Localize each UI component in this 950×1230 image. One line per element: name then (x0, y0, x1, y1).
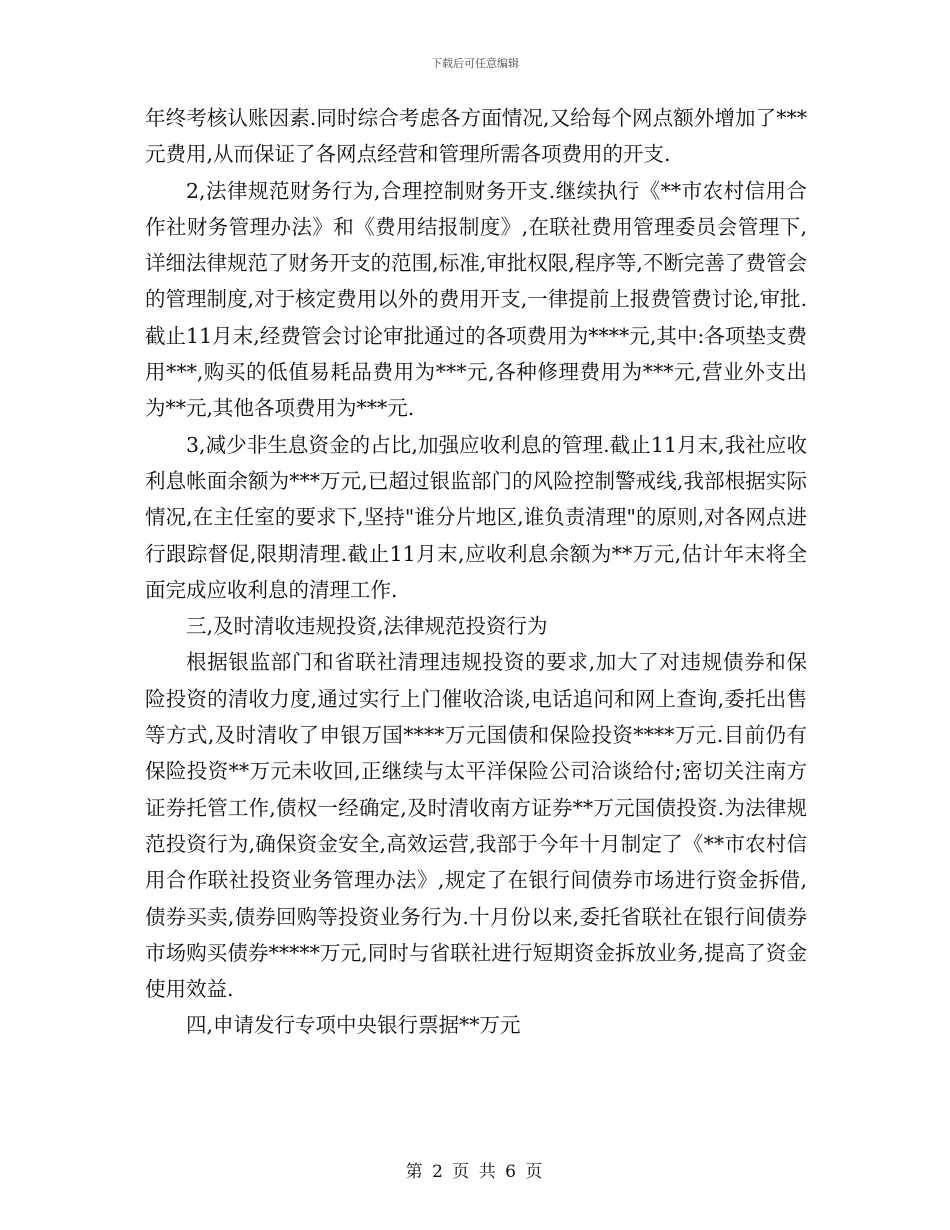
page-footer: 第 2 页 共 6 页 (405, 1162, 545, 1182)
paragraph: 年终考核认账因素.同时综合考虑各方面情况,又给每个网点额外增加了***元费用,从而保证了各网点经营和管理所需各项费用的开支. (145, 106, 807, 167)
section-heading: 三,及时清收违规投资,法律规范投资行为 (186, 614, 548, 639)
paragraph: 根据银监部门和省联社清理违规投资的要求,加大了对违规债券和保险投资的清收力度,通过实行上门催收洽谈,电话追问和网上查询,委托出售等方式,及时清收了申银万国****万元国债和保险投资****万元.目前仍有保险投资**万元未收回,正继续与太平洋保险公司洽谈给付;密切关注南方证券托管工作,债权一经确定,及时清收南方证券**万元国债投资.为法律规范投资行为,确保资金安全,高效运营,我部于今年十月制定了《**市农村信用合作联社投资业务管理办法》,规定了在银行间债券市场进行资金拆借,债券买卖,债券回购等投资业务行为.十月份以来,委托省联社在银行间债券市场购买债券*****万元,同时与省联社进行短期资金拆放业务,提高了资金使用效益. (145, 650, 807, 1002)
document-body (145, 100, 807, 1044)
paragraph: 3,减少非生息资金的占比,加强应收利息的管理.截止11月末,我社应收利息帐面余额为***万元,已超过银监部门的风险控制警戒线,我部根据实际情况,在主任室的要求下,坚持"谁分片地区,谁负责清理"的原则,对各网点进行跟踪督促,限期清理.截止11月末,应收利息余额为**万元,估计年末将全面完成应收利息的清理工作. (145, 432, 807, 602)
page-header: 下载后可任意编辑 (431, 57, 519, 70)
paragraph: 2,法律规范财务行为,合理控制财务开支.继续执行《**市农村信用合作社财务管理办法》和《费用结报制度》,在联社费用管理委员会管理下,详细法律规范了财务开支的范围,标准,审批权限,程序等,不断完善了费管会的管理制度,对于核定费用以外的费用开支,一律提前上报费管费讨论,审批.截止11月末,经费管会讨论审批通过的各项费用为****元,其中:各项垫支费用***,购买的低值易耗品费用为***元,各种修理费用为***元,营业外支出为**元,其他各项费用为***元. (145, 178, 807, 421)
section-heading: 四,申请发行专项中央银行票据**万元 (186, 1013, 521, 1038)
